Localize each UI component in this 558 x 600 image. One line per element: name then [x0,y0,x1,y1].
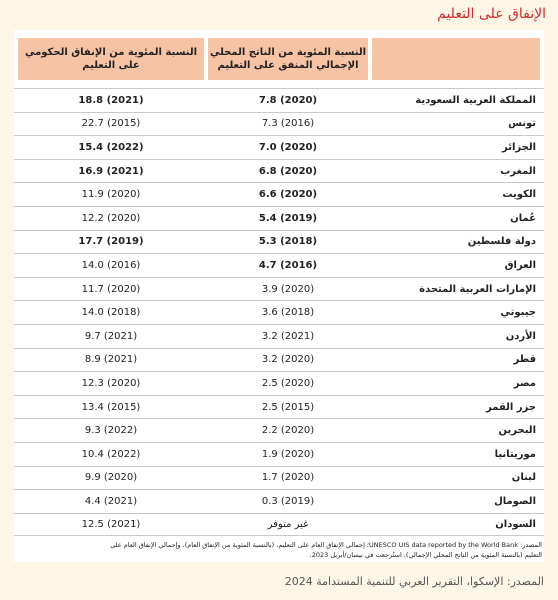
country-name: البحرين [498,425,536,437]
gdp-share-value: 3.9 (2020) [261,283,315,295]
gdp-share-value: 7.3 (2016) [261,118,315,130]
header-gdp-line1: النسبة المئوية من الناتج المحلي [209,47,367,58]
table-body [14,88,544,536]
table-row [14,489,544,513]
table-row [14,277,544,301]
country-name: عُمان [510,212,536,224]
notes-line1: المصدر: UNESCO UIS data reported by the World Bank؛ إجمالي الإنفاق العام على التعليم، (بالنسبة المئوية من الإنفاق العام)، وإجمالي الإنفاق العام على [110,541,542,549]
gdp-share-value: 7.8 (2020) [258,94,318,106]
gov-share-value: 14.0 (2018) [81,307,141,319]
header-country [372,38,540,80]
page-title: الإنفاق على التعليم [437,6,546,22]
gdp-share-value: 6.8 (2020) [258,165,318,177]
gov-share-value: 16.9 (2021) [78,165,144,177]
gdp-share-value: 6.6 (2020) [258,189,318,201]
table-row [14,112,544,136]
gov-share-value: 12.3 (2020) [81,377,141,389]
notes-line2: التعليم (بالنسبة المئوية من الناتج المحلي الإجمالي). استُرجعت في نيسان/أبريل 2023. [309,551,542,559]
gov-share-value: 14.0 (2016) [81,259,141,271]
table-row [14,395,544,419]
gov-share-value: 22.7 (2015) [81,118,141,130]
country-name: المملكة العربية السعودية [415,94,536,106]
gov-share-value: 15.4 (2022) [78,141,144,153]
gdp-share-value: 7.0 (2020) [258,141,318,153]
gdp-share-value: غير متوفر [267,518,309,530]
table-row [14,182,544,206]
country-name: الكويت [502,189,536,201]
header-gov-line2: على التعليم [82,60,140,71]
gdp-share-value: 3.2 (2021) [261,330,315,342]
gov-share-value: 9.3 (2022) [84,425,138,437]
table-notes [14,540,542,560]
gov-share-value: 12.5 (2021) [81,518,141,530]
table-row [14,348,544,372]
source-caption: المصدر: الإسكوا، التقرير العربي للتنمية المستدامة 2024 [284,575,544,588]
gdp-share-value: 5.4 (2019) [258,212,318,224]
gdp-share-value: 1.7 (2020) [261,472,315,484]
header-gov-line1: النسبة المئوية من الإنفاق الحكومي [24,47,198,58]
gdp-share-value: 3.2 (2020) [261,354,315,366]
gov-share-value: 17.7 (2019) [78,236,144,248]
gdp-share-value: 2.5 (2015) [261,401,315,413]
gov-share-value: 9.9 (2020) [84,472,138,484]
table-row [14,513,544,537]
table-row [14,300,544,324]
gov-share-value: 8.9 (2021) [84,354,138,366]
gov-share-value: 10.4 (2022) [81,448,141,460]
gdp-share-value: 2.5 (2020) [261,377,315,389]
country-name: دولة فلسطين [467,236,536,248]
table-row [14,371,544,395]
header-gdp-line2: الإجمالي المنفق على التعليم [217,60,359,71]
gdp-share-value: 1.9 (2020) [261,448,315,460]
table-row [14,253,544,277]
education-spending-table [14,30,544,562]
table-row [14,135,544,159]
country-name: لبنان [511,472,536,484]
gdp-share-value: 0.3 (2019) [261,495,315,507]
table-row [14,159,544,183]
gdp-share-value: 5.3 (2018) [258,236,318,248]
header-gov-share [18,38,204,80]
country-name: السودان [495,518,536,530]
table-row [14,206,544,230]
country-name: المغرب [500,165,536,177]
gov-share-value: 9.7 (2021) [84,330,138,342]
country-name: العراق [504,259,536,271]
country-name: جزر القمر [486,401,536,413]
country-name: مصر [513,377,536,389]
gov-share-value: 11.9 (2020) [81,189,141,201]
table-row [14,442,544,466]
country-name: موريتانيا [494,448,536,460]
gov-share-value: 11.7 (2020) [81,283,141,295]
country-name: الجزائر [501,141,536,153]
table-row [14,466,544,490]
gov-share-value: 13.4 (2015) [81,401,141,413]
gov-share-value: 18.8 (2021) [78,94,144,106]
gov-share-value: 4.4 (2021) [84,495,138,507]
table-row [14,418,544,442]
gdp-share-value: 3.6 (2018) [261,307,315,319]
gdp-share-value: 4.7 (2016) [258,259,318,271]
country-name: الإمارات العربية المتحدة [419,283,536,295]
gdp-share-value: 2.2 (2020) [261,425,315,437]
table-row [14,230,544,254]
country-name: تونس [508,118,536,130]
table-row [14,88,544,112]
country-name: جيبوتي [500,307,536,319]
country-name: الصومال [494,495,536,507]
table-row [14,324,544,348]
country-name: الأردن [505,330,536,342]
header-gdp-share [208,38,368,80]
gov-share-value: 12.2 (2020) [81,212,141,224]
country-name: قطر [513,354,536,366]
